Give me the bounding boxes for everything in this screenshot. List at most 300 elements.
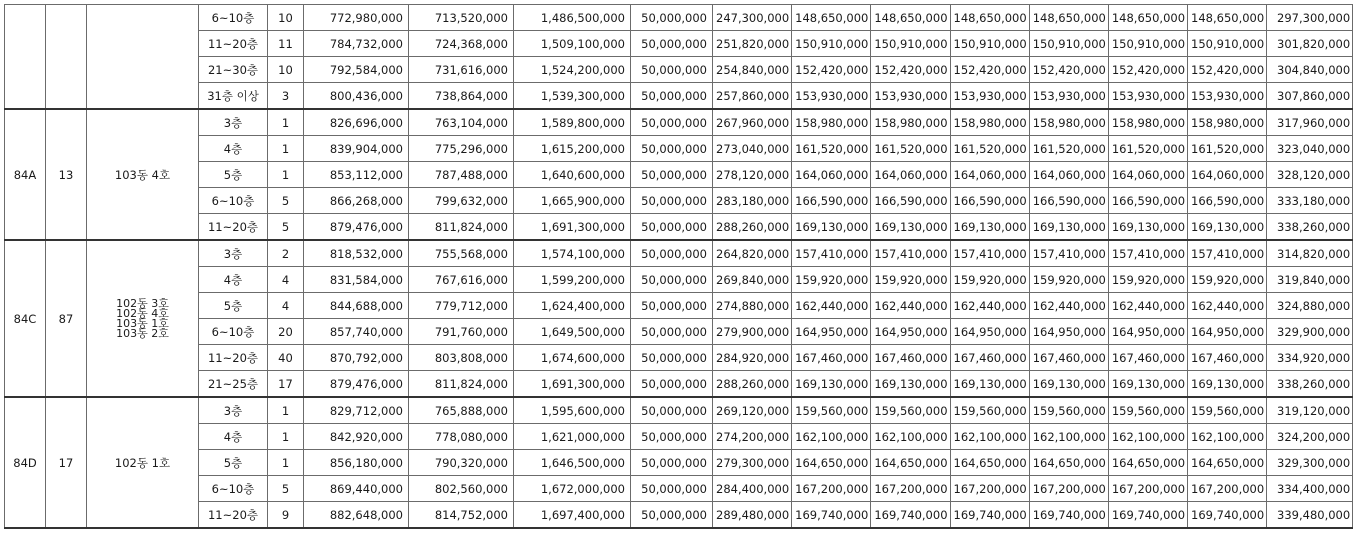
amount-cell: 307,860,000 — [1267, 83, 1353, 110]
amount-cell: 169,740,000 — [871, 502, 950, 529]
building-unit-label: 102동 1호 — [114, 455, 171, 470]
household-count-cell: 5 — [268, 214, 304, 241]
amount-cell: 1,674,600,000 — [514, 345, 631, 371]
amount-cell: 879,476,000 — [304, 214, 409, 241]
amount-cell: 50,000,000 — [631, 136, 713, 162]
amount-cell: 166,590,000 — [1029, 188, 1108, 214]
amount-cell: 50,000,000 — [631, 319, 713, 345]
amount-cell: 162,100,000 — [1108, 424, 1187, 450]
amount-cell: 879,476,000 — [304, 371, 409, 398]
amount-cell: 50,000,000 — [631, 502, 713, 529]
unit-count-cell: 13 — [46, 109, 87, 240]
amount-cell: 153,930,000 — [1029, 83, 1108, 110]
amount-cell: 150,910,000 — [1108, 31, 1187, 57]
amount-cell: 800,436,000 — [304, 83, 409, 110]
amount-cell: 157,410,000 — [950, 240, 1029, 267]
unit-type-cell: 84A — [5, 109, 46, 240]
amount-cell: 167,460,000 — [792, 345, 871, 371]
amount-cell: 169,740,000 — [1029, 502, 1108, 529]
amount-cell: 247,300,000 — [713, 5, 792, 31]
amount-cell: 763,104,000 — [409, 109, 514, 136]
amount-cell: 274,200,000 — [713, 424, 792, 450]
unit-type-cell: 84D — [5, 397, 46, 528]
amount-cell: 164,060,000 — [1108, 162, 1187, 188]
amount-cell: 853,112,000 — [304, 162, 409, 188]
amount-cell: 1,649,500,000 — [514, 319, 631, 345]
amount-cell: 158,980,000 — [1188, 109, 1267, 136]
amount-cell: 1,574,100,000 — [514, 240, 631, 267]
table-row — [5, 57, 1353, 83]
table-row — [5, 267, 1353, 293]
amount-cell: 866,268,000 — [304, 188, 409, 214]
amount-cell: 811,824,000 — [409, 371, 514, 398]
floor-range-cell: 4층 — [199, 136, 268, 162]
amount-cell: 842,920,000 — [304, 424, 409, 450]
amount-cell: 161,520,000 — [1188, 136, 1267, 162]
amount-cell: 1,646,500,000 — [514, 450, 631, 476]
household-count-cell: 40 — [268, 345, 304, 371]
amount-cell: 811,824,000 — [409, 214, 514, 241]
amount-cell: 152,420,000 — [950, 57, 1029, 83]
amount-cell: 159,560,000 — [871, 397, 950, 424]
amount-cell: 50,000,000 — [631, 109, 713, 136]
amount-cell: 279,300,000 — [713, 450, 792, 476]
amount-cell: 162,440,000 — [792, 293, 871, 319]
amount-cell: 297,300,000 — [1267, 5, 1353, 31]
amount-cell: 150,910,000 — [792, 31, 871, 57]
household-count-cell: 11 — [268, 31, 304, 57]
amount-cell: 153,930,000 — [1108, 83, 1187, 110]
table-row — [5, 345, 1353, 371]
table-row — [5, 371, 1353, 398]
amount-cell: 274,880,000 — [713, 293, 792, 319]
amount-cell: 161,520,000 — [871, 136, 950, 162]
amount-cell: 784,732,000 — [304, 31, 409, 57]
amount-cell: 264,820,000 — [713, 240, 792, 267]
amount-cell: 164,950,000 — [1108, 319, 1187, 345]
amount-cell: 161,520,000 — [1029, 136, 1108, 162]
amount-cell: 791,760,000 — [409, 319, 514, 345]
amount-cell: 150,910,000 — [950, 31, 1029, 57]
amount-cell: 314,820,000 — [1267, 240, 1353, 267]
household-count-cell: 5 — [268, 188, 304, 214]
amount-cell: 1,524,200,000 — [514, 57, 631, 83]
floor-range-cell: 11~20층 — [199, 214, 268, 241]
amount-cell: 1,599,200,000 — [514, 267, 631, 293]
amount-cell: 169,740,000 — [792, 502, 871, 529]
amount-cell: 166,590,000 — [1108, 188, 1187, 214]
household-count-cell: 3 — [268, 83, 304, 110]
amount-cell: 818,532,000 — [304, 240, 409, 267]
amount-cell: 169,130,000 — [1108, 214, 1187, 241]
price-table-body — [5, 5, 1353, 529]
amount-cell: 152,420,000 — [871, 57, 950, 83]
floor-range-cell: 5층 — [199, 162, 268, 188]
amount-cell: 167,200,000 — [871, 476, 950, 502]
amount-cell: 157,410,000 — [792, 240, 871, 267]
amount-cell: 738,864,000 — [409, 83, 514, 110]
unit-count-cell — [46, 5, 87, 110]
amount-cell: 161,520,000 — [1108, 136, 1187, 162]
amount-cell: 164,060,000 — [1188, 162, 1267, 188]
table-row — [5, 319, 1353, 345]
amount-cell: 50,000,000 — [631, 240, 713, 267]
amount-cell: 166,590,000 — [792, 188, 871, 214]
floor-range-cell: 4층 — [199, 424, 268, 450]
amount-cell: 164,060,000 — [950, 162, 1029, 188]
amount-cell: 162,440,000 — [950, 293, 1029, 319]
amount-cell: 1,665,900,000 — [514, 188, 631, 214]
amount-cell: 150,910,000 — [1029, 31, 1108, 57]
household-count-cell: 1 — [268, 450, 304, 476]
amount-cell: 162,100,000 — [1188, 424, 1267, 450]
amount-cell: 166,590,000 — [1188, 188, 1267, 214]
amount-cell: 169,130,000 — [871, 214, 950, 241]
household-count-cell: 1 — [268, 397, 304, 424]
building-unit-label: 102동 4호 — [116, 306, 169, 320]
amount-cell: 1,615,200,000 — [514, 136, 631, 162]
amount-cell: 159,560,000 — [1188, 397, 1267, 424]
amount-cell: 765,888,000 — [409, 397, 514, 424]
amount-cell: 159,920,000 — [1188, 267, 1267, 293]
amount-cell: 167,200,000 — [1188, 476, 1267, 502]
amount-cell: 1,589,800,000 — [514, 109, 631, 136]
amount-cell: 164,950,000 — [950, 319, 1029, 345]
amount-cell: 724,368,000 — [409, 31, 514, 57]
floor-range-cell: 6~10층 — [199, 319, 268, 345]
table-row — [5, 293, 1353, 319]
amount-cell: 50,000,000 — [631, 293, 713, 319]
amount-cell: 50,000,000 — [631, 345, 713, 371]
amount-cell: 50,000,000 — [631, 397, 713, 424]
amount-cell: 164,950,000 — [1029, 319, 1108, 345]
table-row — [5, 214, 1353, 241]
floor-range-cell: 6~10층 — [199, 188, 268, 214]
amount-cell: 150,910,000 — [1188, 31, 1267, 57]
amount-cell: 164,650,000 — [871, 450, 950, 476]
table-row — [5, 83, 1353, 110]
amount-cell: 159,560,000 — [1108, 397, 1187, 424]
household-count-cell: 10 — [268, 57, 304, 83]
amount-cell: 731,616,000 — [409, 57, 514, 83]
amount-cell: 157,410,000 — [871, 240, 950, 267]
table-row — [5, 450, 1353, 476]
amount-cell: 167,460,000 — [1188, 345, 1267, 371]
amount-cell: 278,120,000 — [713, 162, 792, 188]
household-count-cell: 1 — [268, 424, 304, 450]
amount-cell: 882,648,000 — [304, 502, 409, 529]
amount-cell: 169,130,000 — [1188, 214, 1267, 241]
amount-cell: 162,100,000 — [792, 424, 871, 450]
amount-cell: 50,000,000 — [631, 371, 713, 398]
amount-cell: 167,200,000 — [1029, 476, 1108, 502]
amount-cell: 157,410,000 — [1188, 240, 1267, 267]
amount-cell: 324,200,000 — [1267, 424, 1353, 450]
amount-cell: 169,130,000 — [950, 214, 1029, 241]
amount-cell: 148,650,000 — [950, 5, 1029, 31]
amount-cell: 167,200,000 — [950, 476, 1029, 502]
amount-cell: 162,440,000 — [871, 293, 950, 319]
amount-cell: 161,520,000 — [950, 136, 1029, 162]
amount-cell: 169,740,000 — [1108, 502, 1187, 529]
amount-cell: 288,260,000 — [713, 214, 792, 241]
amount-cell: 50,000,000 — [631, 5, 713, 31]
amount-cell: 162,100,000 — [1029, 424, 1108, 450]
amount-cell: 338,260,000 — [1267, 214, 1353, 241]
amount-cell: 169,130,000 — [1029, 371, 1108, 398]
amount-cell: 1,697,400,000 — [514, 502, 631, 529]
household-count-cell: 1 — [268, 162, 304, 188]
household-count-cell: 9 — [268, 502, 304, 529]
amount-cell: 328,120,000 — [1267, 162, 1353, 188]
amount-cell: 1,672,000,000 — [514, 476, 631, 502]
amount-cell: 169,130,000 — [1108, 371, 1187, 398]
unit-type-cell — [5, 5, 46, 110]
amount-cell: 158,980,000 — [1108, 109, 1187, 136]
price-table — [4, 4, 1353, 529]
amount-cell: 159,920,000 — [1108, 267, 1187, 293]
amount-cell: 284,920,000 — [713, 345, 792, 371]
amount-cell: 334,920,000 — [1267, 345, 1353, 371]
household-count-cell: 5 — [268, 476, 304, 502]
amount-cell: 767,616,000 — [409, 267, 514, 293]
amount-cell: 157,410,000 — [1029, 240, 1108, 267]
floor-range-cell: 11~20층 — [199, 345, 268, 371]
amount-cell: 50,000,000 — [631, 57, 713, 83]
table-row — [5, 240, 1353, 267]
amount-cell: 167,460,000 — [1029, 345, 1108, 371]
amount-cell: 50,000,000 — [631, 476, 713, 502]
amount-cell: 283,180,000 — [713, 188, 792, 214]
amount-cell: 169,130,000 — [950, 371, 1029, 398]
amount-cell: 164,650,000 — [792, 450, 871, 476]
amount-cell: 152,420,000 — [1188, 57, 1267, 83]
amount-cell: 803,808,000 — [409, 345, 514, 371]
table-row — [5, 162, 1353, 188]
amount-cell: 338,260,000 — [1267, 371, 1353, 398]
amount-cell: 153,930,000 — [950, 83, 1029, 110]
amount-cell: 152,420,000 — [792, 57, 871, 83]
floor-range-cell: 3층 — [199, 397, 268, 424]
amount-cell: 162,440,000 — [1108, 293, 1187, 319]
floor-range-cell: 5층 — [199, 293, 268, 319]
amount-cell: 289,480,000 — [713, 502, 792, 529]
floor-range-cell: 21~30층 — [199, 57, 268, 83]
amount-cell: 159,920,000 — [950, 267, 1029, 293]
floor-range-cell: 21~25층 — [199, 371, 268, 398]
building-unit-label: 103동 2호 — [116, 326, 169, 340]
amount-cell: 167,460,000 — [1108, 345, 1187, 371]
floor-range-cell: 6~10층 — [199, 476, 268, 502]
amount-cell: 319,840,000 — [1267, 267, 1353, 293]
amount-cell: 288,260,000 — [713, 371, 792, 398]
amount-cell: 162,440,000 — [1029, 293, 1108, 319]
amount-cell: 814,752,000 — [409, 502, 514, 529]
amount-cell: 339,480,000 — [1267, 502, 1353, 529]
household-count-cell: 1 — [268, 109, 304, 136]
amount-cell: 166,590,000 — [871, 188, 950, 214]
amount-cell: 153,930,000 — [792, 83, 871, 110]
amount-cell: 166,590,000 — [950, 188, 1029, 214]
amount-cell: 164,060,000 — [871, 162, 950, 188]
building-units-cell — [87, 5, 199, 110]
amount-cell: 148,650,000 — [1188, 5, 1267, 31]
floor-range-cell: 3층 — [199, 240, 268, 267]
floor-range-cell: 31층 이상 — [199, 83, 268, 110]
amount-cell: 162,100,000 — [950, 424, 1029, 450]
unit-count-cell: 87 — [46, 240, 87, 397]
amount-cell: 1,509,100,000 — [514, 31, 631, 57]
amount-cell: 324,880,000 — [1267, 293, 1353, 319]
amount-cell: 713,520,000 — [409, 5, 514, 31]
amount-cell: 857,740,000 — [304, 319, 409, 345]
amount-cell: 839,904,000 — [304, 136, 409, 162]
unit-type-cell: 84C — [5, 240, 46, 397]
amount-cell: 159,920,000 — [1029, 267, 1108, 293]
amount-cell: 317,960,000 — [1267, 109, 1353, 136]
amount-cell: 802,560,000 — [409, 476, 514, 502]
amount-cell: 329,900,000 — [1267, 319, 1353, 345]
amount-cell: 169,130,000 — [1188, 371, 1267, 398]
table-row — [5, 424, 1353, 450]
amount-cell: 167,460,000 — [871, 345, 950, 371]
floor-range-cell: 11~20층 — [199, 502, 268, 529]
amount-cell: 158,980,000 — [792, 109, 871, 136]
amount-cell: 153,930,000 — [1188, 83, 1267, 110]
amount-cell: 50,000,000 — [631, 214, 713, 241]
amount-cell: 159,920,000 — [792, 267, 871, 293]
amount-cell: 158,980,000 — [871, 109, 950, 136]
amount-cell: 167,200,000 — [1108, 476, 1187, 502]
amount-cell: 167,460,000 — [950, 345, 1029, 371]
household-count-cell: 2 — [268, 240, 304, 267]
amount-cell: 148,650,000 — [1108, 5, 1187, 31]
amount-cell: 164,650,000 — [1029, 450, 1108, 476]
amount-cell: 50,000,000 — [631, 31, 713, 57]
amount-cell: 826,696,000 — [304, 109, 409, 136]
amount-cell: 1,486,500,000 — [514, 5, 631, 31]
table-row — [5, 5, 1353, 31]
building-units-cell — [87, 240, 199, 397]
table-row — [5, 476, 1353, 502]
amount-cell: 148,650,000 — [871, 5, 950, 31]
amount-cell: 304,840,000 — [1267, 57, 1353, 83]
amount-cell: 159,560,000 — [792, 397, 871, 424]
table-row — [5, 136, 1353, 162]
amount-cell: 1,691,300,000 — [514, 214, 631, 241]
amount-cell: 158,980,000 — [950, 109, 1029, 136]
building-unit-label: 103동 1호 — [116, 316, 169, 330]
amount-cell: 856,180,000 — [304, 450, 409, 476]
amount-cell: 50,000,000 — [631, 162, 713, 188]
amount-cell: 254,840,000 — [713, 57, 792, 83]
amount-cell: 164,950,000 — [871, 319, 950, 345]
amount-cell: 267,960,000 — [713, 109, 792, 136]
amount-cell: 159,560,000 — [1029, 397, 1108, 424]
amount-cell: 167,200,000 — [792, 476, 871, 502]
floor-range-cell: 3층 — [199, 109, 268, 136]
amount-cell: 831,584,000 — [304, 267, 409, 293]
amount-cell: 158,980,000 — [1029, 109, 1108, 136]
amount-cell: 162,440,000 — [1188, 293, 1267, 319]
amount-cell: 844,688,000 — [304, 293, 409, 319]
amount-cell: 869,440,000 — [304, 476, 409, 502]
amount-cell: 775,296,000 — [409, 136, 514, 162]
amount-cell: 778,080,000 — [409, 424, 514, 450]
amount-cell: 799,632,000 — [409, 188, 514, 214]
amount-cell: 1,595,600,000 — [514, 397, 631, 424]
amount-cell: 1,691,300,000 — [514, 371, 631, 398]
amount-cell: 169,130,000 — [871, 371, 950, 398]
amount-cell: 779,712,000 — [409, 293, 514, 319]
amount-cell: 1,640,600,000 — [514, 162, 631, 188]
building-units-cell — [87, 397, 199, 528]
amount-cell: 161,520,000 — [792, 136, 871, 162]
amount-cell: 279,900,000 — [713, 319, 792, 345]
amount-cell: 164,060,000 — [1029, 162, 1108, 188]
table-row — [5, 502, 1353, 529]
amount-cell: 790,320,000 — [409, 450, 514, 476]
amount-cell: 1,621,000,000 — [514, 424, 631, 450]
amount-cell: 870,792,000 — [304, 345, 409, 371]
amount-cell: 269,840,000 — [713, 267, 792, 293]
unit-count-cell: 17 — [46, 397, 87, 528]
amount-cell: 1,624,400,000 — [514, 293, 631, 319]
amount-cell: 162,100,000 — [871, 424, 950, 450]
amount-cell: 159,560,000 — [950, 397, 1029, 424]
floor-range-cell: 11~20층 — [199, 31, 268, 57]
amount-cell: 152,420,000 — [1029, 57, 1108, 83]
table-row — [5, 109, 1353, 136]
amount-cell: 148,650,000 — [1029, 5, 1108, 31]
household-count-cell: 4 — [268, 267, 304, 293]
amount-cell: 169,740,000 — [950, 502, 1029, 529]
amount-cell: 50,000,000 — [631, 188, 713, 214]
amount-cell: 269,120,000 — [713, 397, 792, 424]
amount-cell: 164,650,000 — [1188, 450, 1267, 476]
amount-cell: 251,820,000 — [713, 31, 792, 57]
amount-cell: 164,650,000 — [1108, 450, 1187, 476]
amount-cell: 157,410,000 — [1108, 240, 1187, 267]
household-count-cell: 1 — [268, 136, 304, 162]
amount-cell: 334,400,000 — [1267, 476, 1353, 502]
amount-cell: 169,740,000 — [1188, 502, 1267, 529]
amount-cell: 50,000,000 — [631, 450, 713, 476]
amount-cell: 159,920,000 — [871, 267, 950, 293]
amount-cell: 164,060,000 — [792, 162, 871, 188]
household-count-cell: 4 — [268, 293, 304, 319]
table-row — [5, 31, 1353, 57]
amount-cell: 50,000,000 — [631, 267, 713, 293]
amount-cell: 333,180,000 — [1267, 188, 1353, 214]
floor-range-cell: 5층 — [199, 450, 268, 476]
floor-range-cell: 6~10층 — [199, 5, 268, 31]
amount-cell: 169,130,000 — [1029, 214, 1108, 241]
amount-cell: 50,000,000 — [631, 424, 713, 450]
amount-cell: 755,568,000 — [409, 240, 514, 267]
amount-cell: 323,040,000 — [1267, 136, 1353, 162]
amount-cell: 169,130,000 — [792, 371, 871, 398]
amount-cell: 319,120,000 — [1267, 397, 1353, 424]
amount-cell: 787,488,000 — [409, 162, 514, 188]
household-count-cell: 10 — [268, 5, 304, 31]
household-count-cell: 17 — [268, 371, 304, 398]
building-unit-label: 103동 4호 — [114, 167, 171, 182]
amount-cell: 153,930,000 — [871, 83, 950, 110]
amount-cell: 772,980,000 — [304, 5, 409, 31]
table-row — [5, 397, 1353, 424]
amount-cell: 329,300,000 — [1267, 450, 1353, 476]
